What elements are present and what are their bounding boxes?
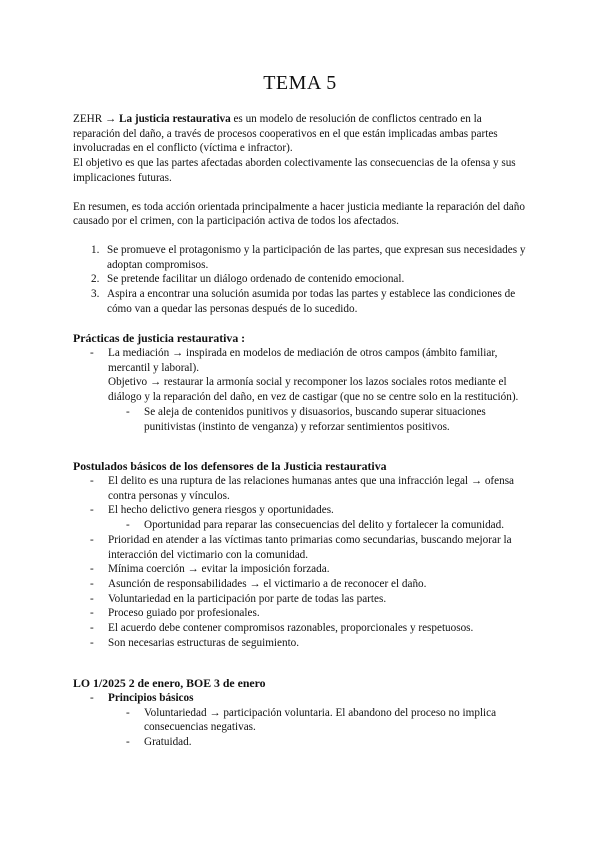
list-item: 2. Se pretende facilitar un diálogo ordenado de contenido emocional. xyxy=(91,273,405,286)
list-item: - Son necesarias estructuras de seguimiento. xyxy=(90,636,300,649)
list-item: - Gratuidad. xyxy=(126,736,192,749)
numbered-list xyxy=(73,243,528,317)
list-item: - Oportunidad para reparar las consecuencias del delito y fortalecer la comunidad. xyxy=(126,519,505,532)
lo-section xyxy=(73,676,528,750)
list-item: - El acuerdo debe contener compromisos razonables, proporcionales y respetuosos. xyxy=(90,622,474,635)
list-item: - El hecho delictivo genera riesgos y oportunidades. - Oportunidad para reparar las consecuencias del delito y fortalecer la comunidad. xyxy=(73,503,528,532)
list-item: - Principios básicos - Voluntariedad → participación voluntaria. El abandono del proceso no implica consecuencias negativas. - Gratuidad. xyxy=(73,691,528,750)
list-item: - Voluntariedad en la participación por parte de todas las partes. xyxy=(90,592,387,605)
list-item: - La mediación → inspirada en modelos de mediación de otros campos (ámbito familiar, mercantil y laboral). Objetivo → restaurar la armonía social y recomponer los lazos sociales rotos mediante el diálogo y la reparación del daño, en vez de castigar (que no se centre solo en la restitución). - Se aleja de contenidos punitivos y disuasorios, buscando superar situaciones punitivistas (instinto de venganza) y reforzar sentimientos positivos. xyxy=(73,346,528,434)
intro-objective: El objetivo es que las partes afectadas aborden colectivamente las consecuencias de la ofensa y sus implicaciones futuras. xyxy=(73,157,516,184)
intro-term: La justicia restaurativa xyxy=(119,113,231,125)
page-title: TEMA 5 xyxy=(263,72,337,94)
intro-paragraph xyxy=(73,112,528,156)
lo-sublist xyxy=(108,706,528,750)
list-item: 3. Aspira a encontrar una solución asumida por todas las partes y establece las condiciones de cómo van a quedar las personas después de lo sucedido. xyxy=(91,288,516,315)
postulados-heading: Postulados básicos de los defensores de la Justicia restaurativa xyxy=(73,459,387,473)
principios-label: Principios básicos xyxy=(108,692,194,704)
intro-section xyxy=(73,112,528,316)
intro-prefix: ZEHR → xyxy=(73,113,119,125)
practicas-section xyxy=(73,331,528,434)
objetivo-text: Objetivo → restaurar la armonía social y recomponer los lazos sociales rotos mediante el diálogo y la reparación del daño, en vez de castigar (que no se centre solo en la restitución). xyxy=(108,376,519,404)
practicas-heading: Prácticas de justicia restaurativa : xyxy=(73,331,246,345)
list-item: - Proceso guiado por profesionales. xyxy=(90,607,260,620)
list-item: 1. Se promueve el protagonismo y la participación de las partes, que expresan sus necesidades y adoptan compromisos. xyxy=(91,243,526,271)
list-item: - Voluntariedad → participación voluntaria. El abandono del proceso no implica consecuencias negativas. xyxy=(126,706,497,734)
list-item: - Se aleja de contenidos punitivos y disuasorios, buscando superar situaciones punitivistas (instinto de venganza) y reforzar sentimientos positivos. xyxy=(126,405,486,433)
practicas-sublist xyxy=(108,405,528,434)
mediacion-text: La mediación → inspirada en modelos de mediación de otros campos (ámbito familiar, mercantil y laboral). xyxy=(108,347,498,374)
list-item: - El delito es una ruptura de las relaciones humanas antes que una infracción legal → ofensa contra personas y vínculos. xyxy=(90,475,515,502)
list-item: - Prioridad en atender a las víctimas tanto primarias como secundarias, buscando mejorar la interacción del victimario con la comunidad. xyxy=(90,533,512,561)
postulados-section xyxy=(73,459,528,650)
lo-heading: LO 1/2025 2 de enero, BOE 3 de enero xyxy=(73,676,266,690)
postulados-list xyxy=(73,474,528,650)
list-item: - Mínima coerción → evitar la imposición forzada. xyxy=(90,563,330,576)
intro-rest: es un modelo de resolución de conflictos centrado en la reparación del daño, a través de procesos cooperativos en el que están implicadas ambas partes involucradas en el conflicto (víctima e infractor). xyxy=(73,113,498,155)
summary-paragraph: En resumen, es toda acción orientada principalmente a hacer justicia mediante la reparación del daño causado por el crimen, con la participación activa de todos los afectados. xyxy=(73,200,525,228)
list-item: - Asunción de responsabilidades → el victimario a de reconocer el daño. xyxy=(90,577,427,590)
postulados-sublist xyxy=(108,518,528,533)
practicas-list xyxy=(73,346,528,434)
lo-list xyxy=(73,691,528,750)
